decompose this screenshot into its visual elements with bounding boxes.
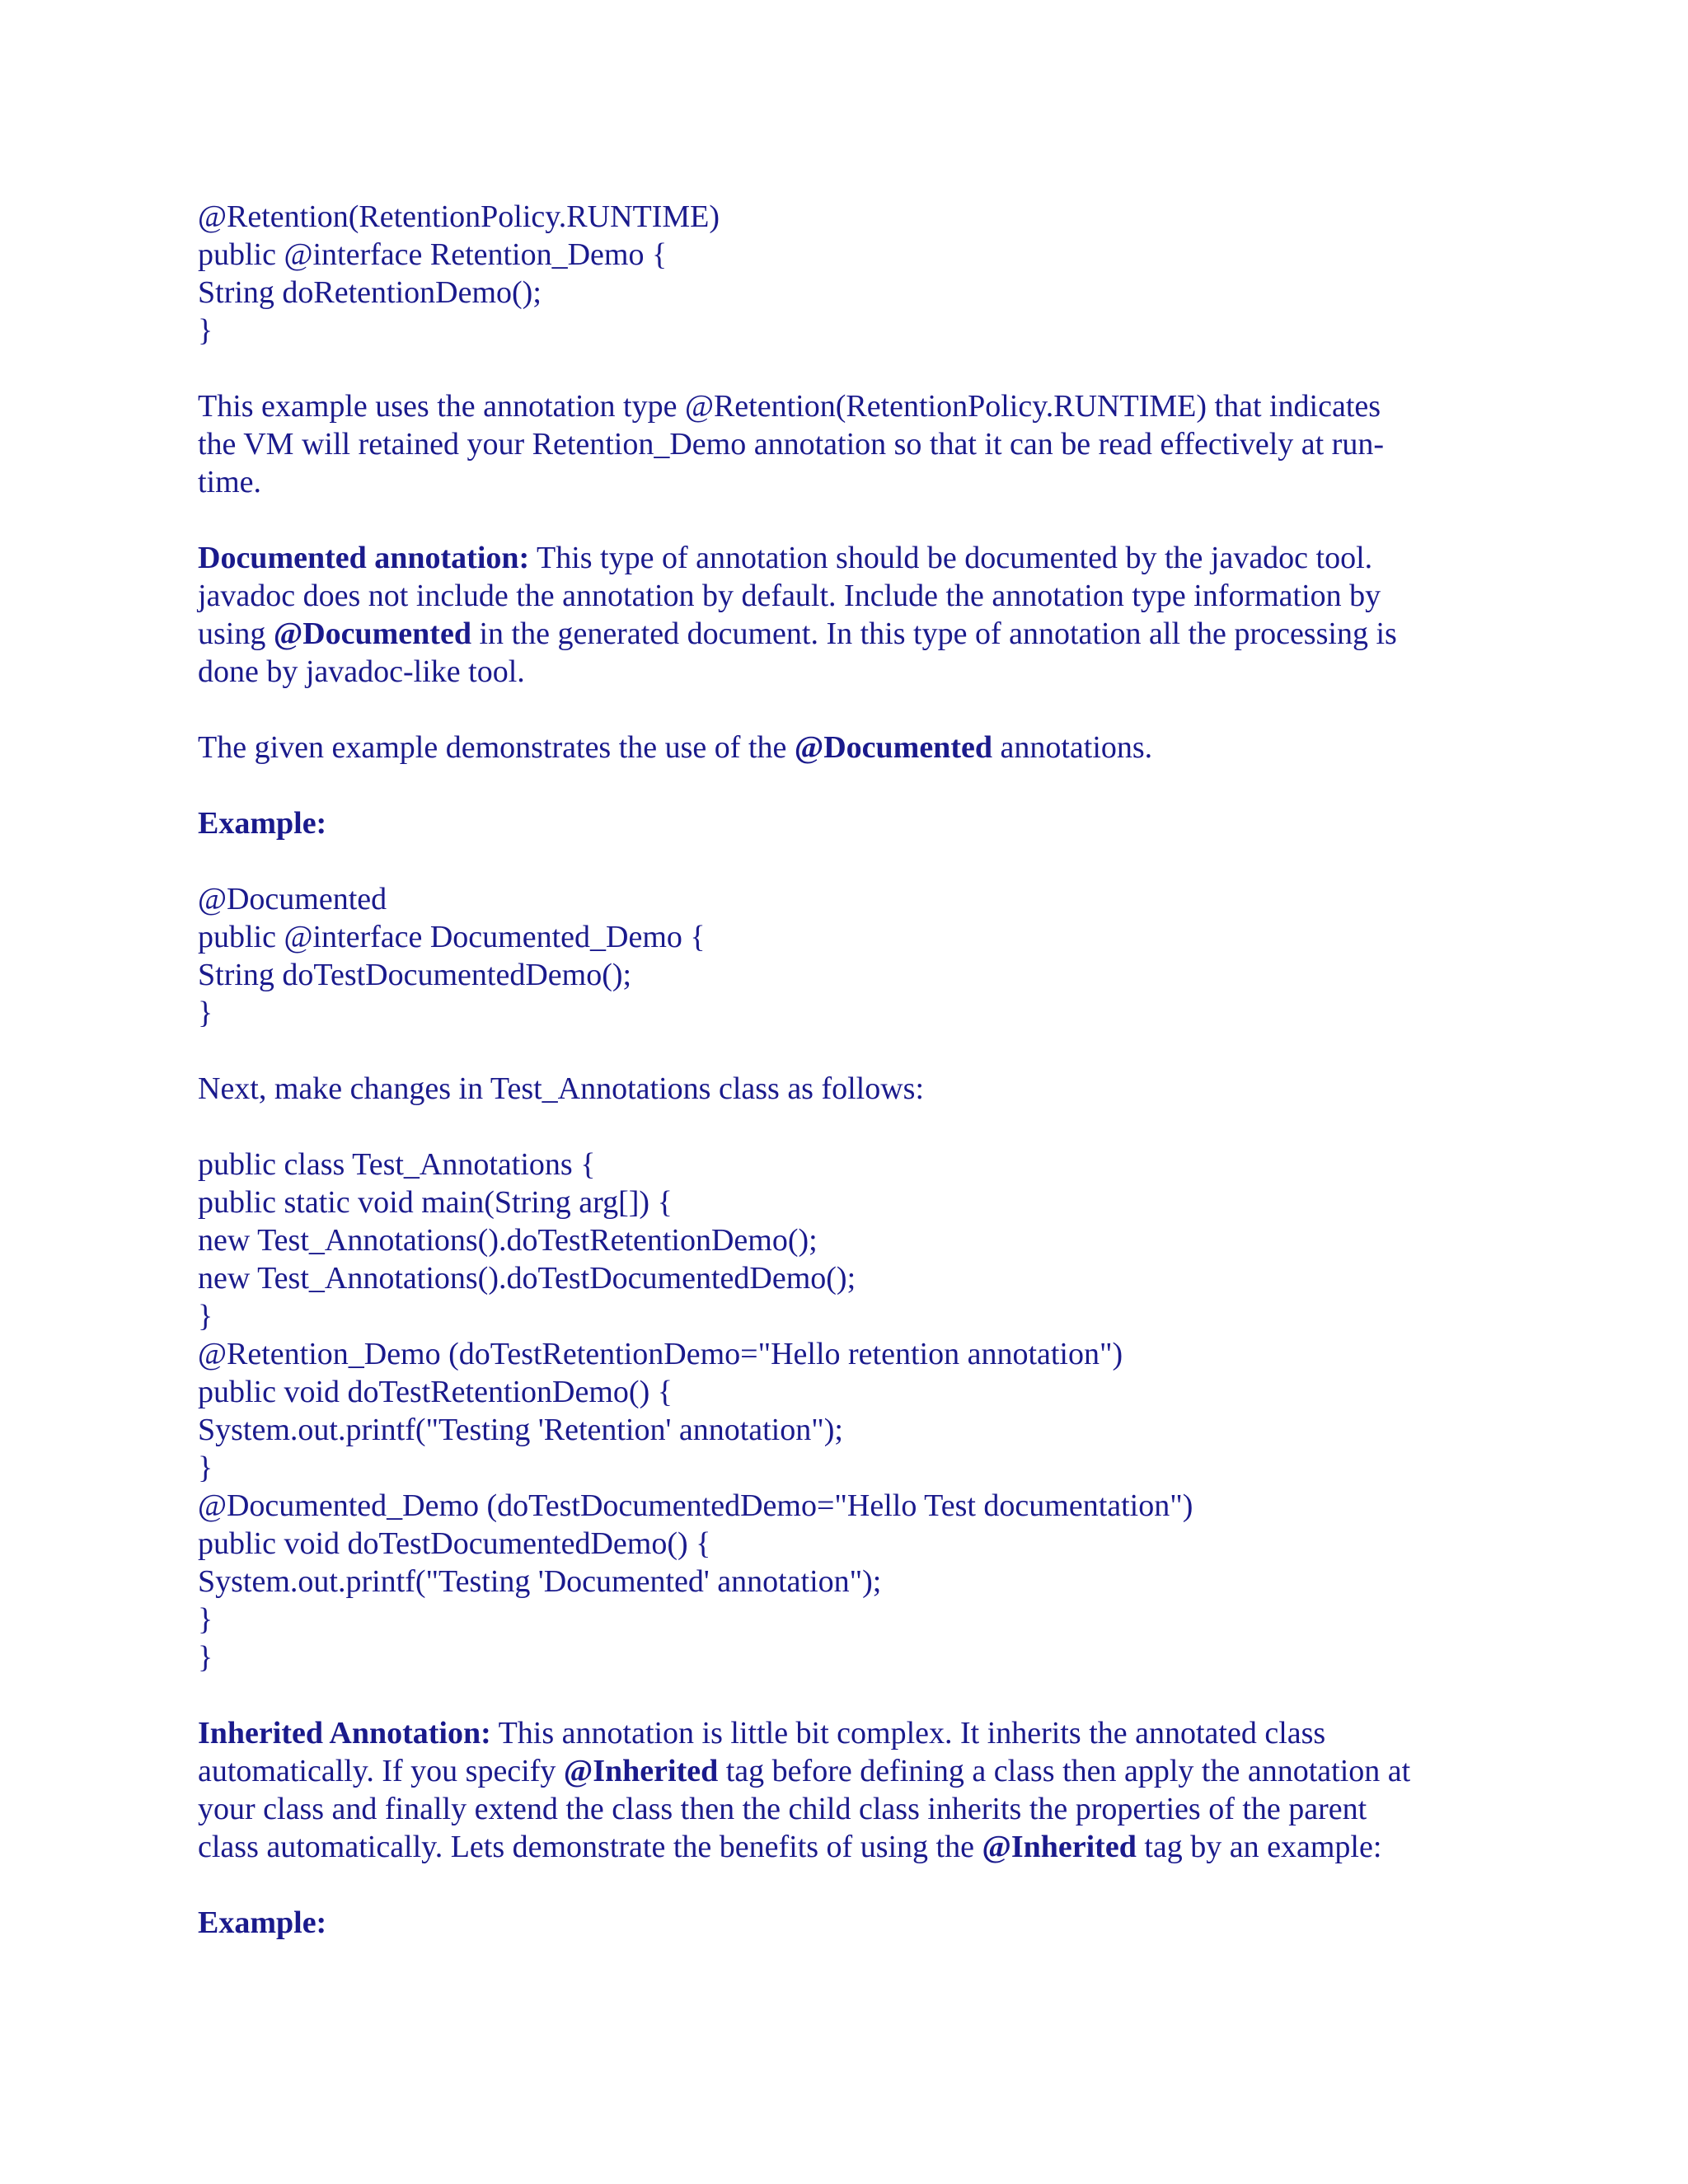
spacer bbox=[198, 1032, 1500, 1070]
paragraph-next-changes bbox=[198, 1070, 1500, 1108]
paragraph-documented-annotation bbox=[198, 539, 1500, 691]
inherited-keyword: @Inherited bbox=[982, 1830, 1137, 1864]
text-line: Inherited Annotation: This annotation is little bit complex. It inherits the annotated class bbox=[198, 1716, 1326, 1750]
code-line: } bbox=[198, 1451, 213, 1485]
code-line: @Documented bbox=[198, 882, 387, 916]
spacer bbox=[198, 501, 1500, 539]
code-line: new Test_Annotations().doTestRetentionDemo(); bbox=[198, 1223, 818, 1258]
spacer bbox=[198, 691, 1500, 729]
code-line: public static void main(String arg[]) { bbox=[198, 1185, 673, 1220]
text-line: time. bbox=[198, 465, 262, 499]
text-line: Documented annotation: This type of annotation should be documented by the javadoc tool. bbox=[198, 541, 1373, 575]
example-label bbox=[198, 1904, 1500, 1942]
code-line: } bbox=[198, 1299, 213, 1333]
text-line: the VM will retained your Retention_Demo annotation so that it can be read effectively at run- bbox=[198, 427, 1384, 462]
text-line: your class and finally extend the class then the child class inherits the properties of the parent bbox=[198, 1792, 1367, 1826]
code-line: public void doTestRetentionDemo() { bbox=[198, 1375, 673, 1409]
spacer bbox=[198, 766, 1500, 804]
code-block-test-annotations bbox=[198, 1146, 1500, 1676]
text-line: using @Documented in the generated document. In this type of annotation all the processing is bbox=[198, 616, 1397, 651]
spacer bbox=[198, 1866, 1500, 1904]
text-line: Next, make changes in Test_Annotations class as follows: bbox=[198, 1071, 925, 1106]
example-label bbox=[198, 804, 1500, 842]
code-line: @Retention_Demo (doTestRetentionDemo="Hello retention annotation") bbox=[198, 1337, 1123, 1371]
documented-keyword: @Documented bbox=[273, 616, 471, 651]
code-line: public class Test_Annotations { bbox=[198, 1147, 596, 1182]
code-line: public @interface Retention_Demo { bbox=[198, 237, 668, 272]
spacer bbox=[198, 842, 1500, 880]
code-block-documented bbox=[198, 880, 1500, 1032]
text-line: class automatically. Lets demonstrate the benefits of using the @Inherited tag by an example: bbox=[198, 1830, 1382, 1864]
code-line: } bbox=[198, 1640, 213, 1675]
paragraph-retention-explanation bbox=[198, 387, 1500, 501]
text-line: The given example demonstrates the use of the @Documented annotations. bbox=[198, 730, 1153, 765]
code-line: } bbox=[198, 1602, 213, 1637]
paragraph-inherited-annotation bbox=[198, 1714, 1500, 1866]
text-line: automatically. If you specify @Inherited tag before defining a class then apply the annotation at bbox=[198, 1754, 1411, 1788]
code-line: public @interface Documented_Demo { bbox=[198, 920, 706, 954]
spacer bbox=[198, 1676, 1500, 1714]
documented-keyword: @Documented bbox=[794, 730, 992, 765]
document-page bbox=[198, 198, 1500, 1942]
text-line: javadoc does not include the annotation by default. Include the annotation type information by bbox=[198, 579, 1381, 613]
paragraph-given-example bbox=[198, 729, 1500, 766]
code-line: public void doTestDocumentedDemo() { bbox=[198, 1526, 711, 1561]
example-heading: Example: bbox=[198, 806, 327, 841]
code-line: String doTestDocumentedDemo(); bbox=[198, 958, 632, 992]
code-line: @Retention(RetentionPolicy.RUNTIME) bbox=[198, 199, 720, 234]
example-heading: Example: bbox=[198, 1905, 327, 1940]
text-line: done by javadoc-like tool. bbox=[198, 654, 525, 689]
spacer bbox=[198, 1108, 1500, 1146]
code-line: System.out.printf("Testing 'Retention' annotation"); bbox=[198, 1413, 843, 1447]
code-line: } bbox=[198, 996, 213, 1030]
code-line: @Documented_Demo (doTestDocumentedDemo="Hello Test documentation") bbox=[198, 1488, 1193, 1523]
code-line: String doRetentionDemo(); bbox=[198, 275, 542, 310]
code-line: new Test_Annotations().doTestDocumentedDemo(); bbox=[198, 1261, 856, 1296]
text-line: This example uses the annotation type @Retention(RetentionPolicy.RUNTIME) that indicates bbox=[198, 389, 1381, 424]
spacer bbox=[198, 349, 1500, 387]
code-line: System.out.printf("Testing 'Documented' annotation"); bbox=[198, 1564, 882, 1599]
inherited-keyword: @Inherited bbox=[563, 1754, 719, 1788]
code-line: } bbox=[198, 313, 213, 348]
inherited-heading: Inherited Annotation: bbox=[198, 1716, 491, 1750]
documented-heading: Documented annotation: bbox=[198, 541, 530, 575]
code-block-retention bbox=[198, 198, 1500, 349]
